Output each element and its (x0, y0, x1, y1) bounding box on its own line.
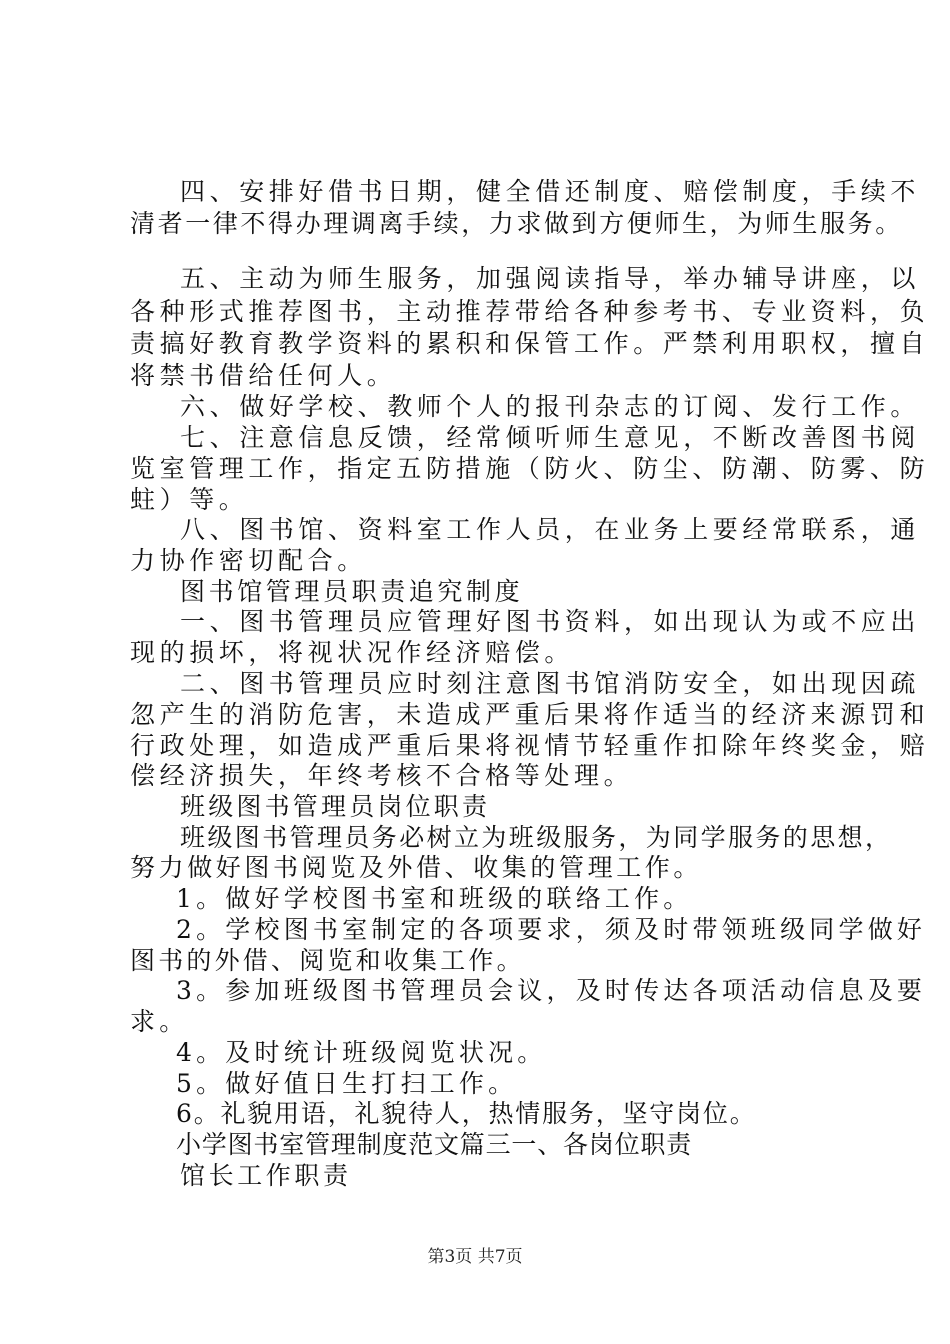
text-line: 五、主动为师生服务，加强阅读指导，举办辅导讲座，以 (180, 264, 921, 293)
text-line: 各种形式推荐图书，主动推荐带给各种参考书、专业资料，负 (130, 297, 930, 326)
text-line: 现的损坏，将视状况作经济赔偿。 (130, 638, 575, 667)
text-line: 偿经济损失，年终考核不合格等处理。 (130, 761, 634, 790)
text-line: 七、注意信息反馈，经常倾听师生意见，不断改善图书阅 (180, 423, 921, 452)
text-line: 5。做好值日生打扫工作。 (176, 1069, 518, 1098)
text-line: 一、图书管理员应管理好图书资料，如出现认为或不应出 (180, 607, 921, 636)
text-line: 6。礼貌用语，礼貌待人，热情服务，坚守岗位。 (176, 1099, 757, 1128)
text-line: 将禁书借给任何人。 (130, 361, 397, 390)
text-line: 二、图书管理员应时刻注意图书馆消防安全，如出现因疏 (180, 669, 921, 698)
text-line: 4。及时统计班级阅览状况。 (176, 1038, 547, 1067)
text-line: 八、图书馆、资料室工作人员，在业务上要经常联系，通 (180, 515, 921, 544)
section-heading: 馆长工作职责 (180, 1161, 352, 1190)
page-number-footer: 第3页 共7页 (427, 1247, 523, 1267)
text-line: 四、安排好借书日期，健全借还制度、赔偿制度，手续不 (180, 177, 921, 206)
text-line: 忽产生的消防危害，未造成严重后果将作适当的经济来源罚和 (130, 700, 930, 729)
text-line: 责搞好教育教学资料的累积和保管工作。严禁利用职权，擅自 (130, 329, 930, 358)
section-heading: 班级图书管理员岗位职责 (180, 792, 491, 821)
section-heading: 图书馆管理员职责追究制度 (180, 577, 524, 606)
text-line: 行政处理，如造成严重后果将视情节轻重作扣除年终奖金，赔 (130, 731, 930, 760)
text-line: 3。参加班级图书管理员会议，及时传达各项活动信息及要 (176, 976, 927, 1005)
text-line: 2。学校图书室制定的各项要求，须及时带领班级同学做好 (176, 915, 927, 944)
text-line: 1。做好学校图书室和班级的联络工作。 (176, 884, 693, 913)
text-line: 努力做好图书阅览及外借、收集的管理工作。 (130, 853, 703, 882)
text-line: 力协作密切配合。 (130, 546, 367, 575)
text-line: 六、做好学校、教师个人的报刊杂志的订阅、发行工作。 (180, 392, 921, 421)
text-line: 图书的外借、阅览和收集工作。 (130, 946, 525, 975)
section-heading: 小学图书室管理制度范文篇三一、各岗位职责 (176, 1130, 693, 1159)
text-line: 蛀）等。 (130, 485, 249, 514)
text-line: 班级图书管理员务必树立为班级服务，为同学服务的思想， (180, 823, 893, 852)
text-line: 览室管理工作，指定五防措施（防火、防尘、防潮、防雾、防 (130, 454, 930, 483)
text-line: 清者一律不得办理调离手续，力求做到方便师生，为师生服务。 (130, 209, 903, 238)
text-line: 求。 (130, 1007, 189, 1036)
